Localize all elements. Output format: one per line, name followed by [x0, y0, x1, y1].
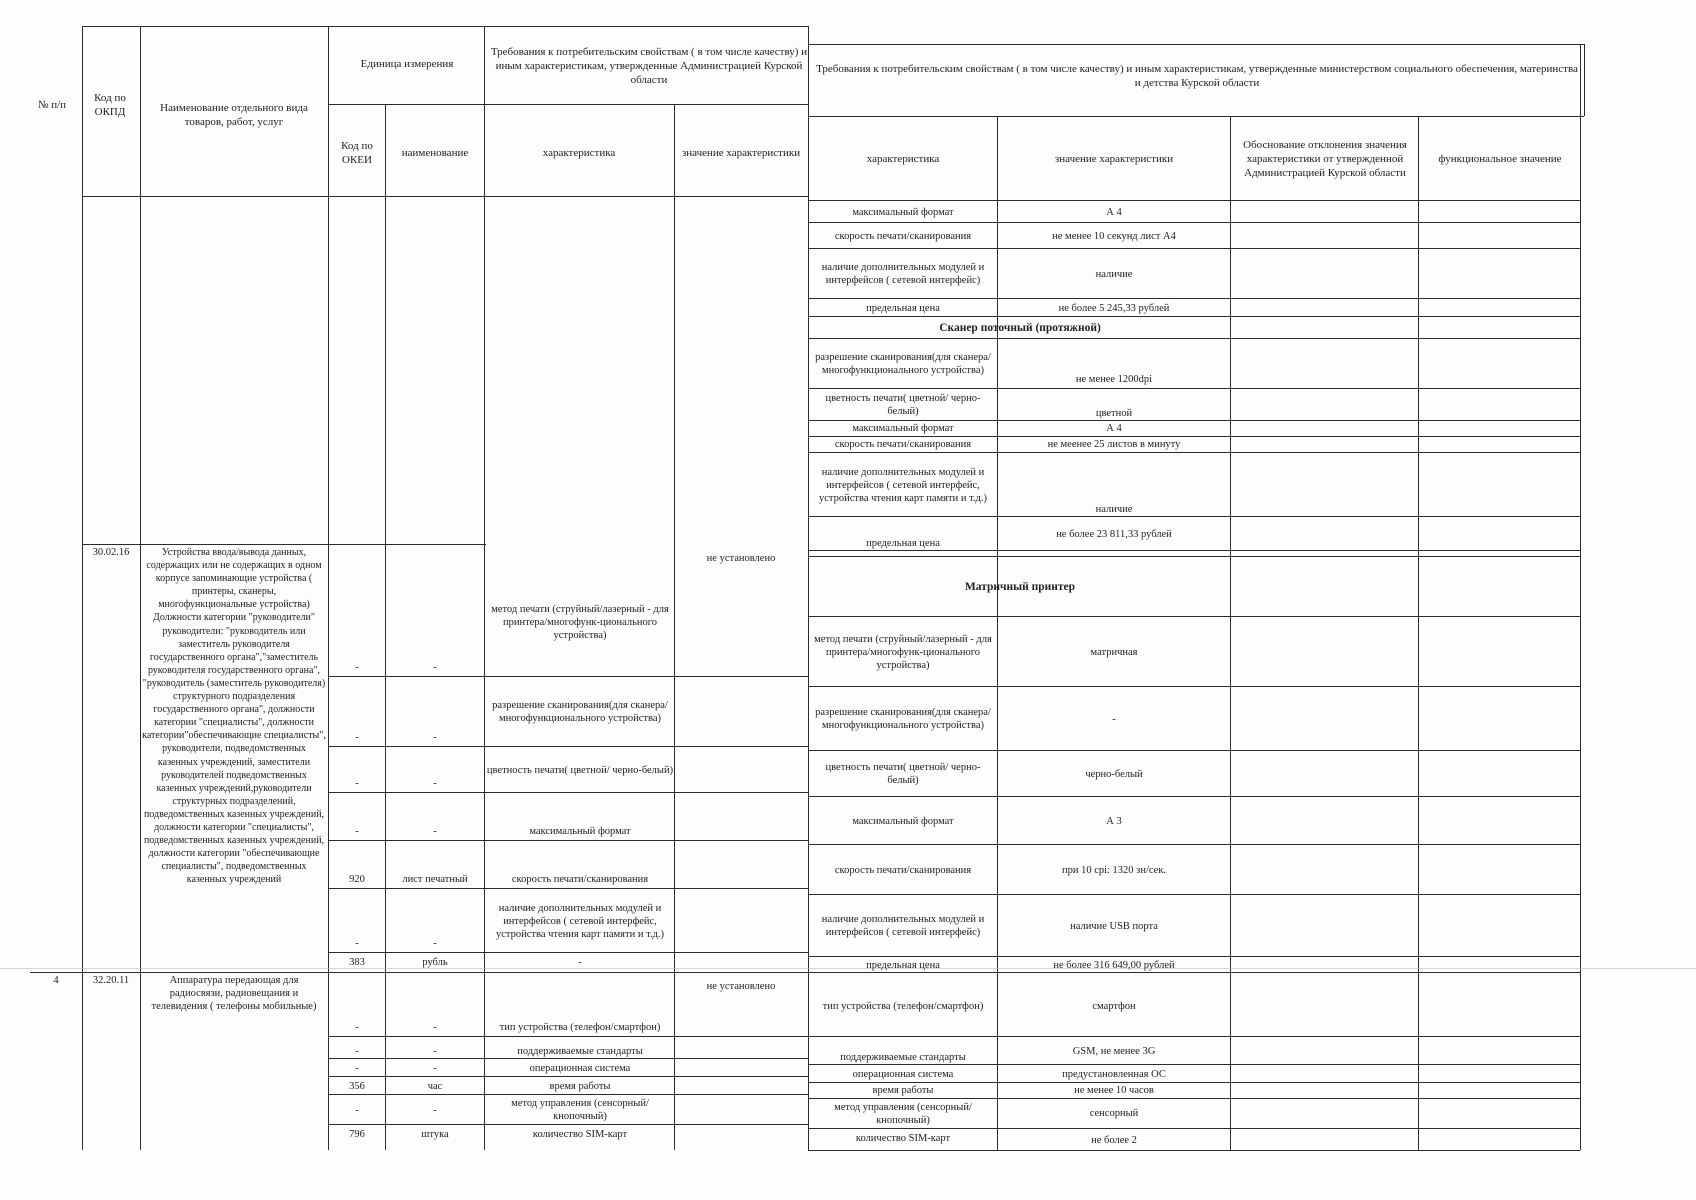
row4-min-char-4: метод управления (сенсорный/кнопочный)	[834, 1101, 972, 1126]
scanner-val-4: наличие	[1095, 504, 1133, 515]
printer-top-val-2: наличие	[1095, 268, 1133, 280]
scanner-char-1: цветность печати( цветной/ черно-белый)	[825, 393, 981, 417]
scanner-val-2: А 4	[1106, 423, 1122, 434]
row3-unit-0: -	[433, 662, 437, 673]
row3-min-char-6: предельная цена	[866, 959, 940, 971]
header-func: функциональное значение	[1438, 153, 1562, 165]
row3-admin-char-1: разрешение сканирования(для сканера/многофункционального устройства)	[492, 700, 668, 724]
row3-okei-2: -	[355, 778, 359, 789]
header-unit-name: наименование	[401, 147, 469, 159]
row4-unit-4: -	[433, 1104, 437, 1116]
row4-admin-char-3: время работы	[549, 1080, 611, 1092]
row4-min-val-4: сенсорный	[1089, 1108, 1139, 1119]
row3-name: Устройства ввода/вывода данных, содержащих или не содержащих в одном корпусе запоминающие устройства ( принтеры, сканеры, многофункциональные устройства) Должности категории "руководители" руководители: "руководитель или заместитель руководителя государственного органа","заместитель руководителя государственного органа", "руководитель (заместитель руководителя) структурного подразделения государственного органа", должности категории "специалисты", должности категории"обеспечивающие специалисты", руководители, подведомственных казенных учреждений, заместители руководителей подведомственных казенных учреждений,руководители структурных подразделений, подведомственных казенных учреждений, должности категории "специалисты", подведомственных казенных учреждений, должности категории "обеспечивающие специалисты", подведомственных казенных учреждений	[142, 547, 326, 886]
header-min-val: значение характеристики	[1054, 153, 1174, 165]
row3-unit-3: -	[433, 826, 437, 837]
row4-admin-char-1: поддерживаемые стандарты	[517, 1046, 643, 1057]
row4-unit-1: -	[433, 1046, 437, 1057]
row3-min-val-6: не более 316 649,00 рублей	[1053, 959, 1175, 971]
scanner-char-0: разрешение сканирования(для сканера/многофункционального устройства)	[815, 352, 991, 376]
printer-top-char-2: наличие дополнительных модулей и интерфейсов ( сетевой интерфейс)	[821, 262, 985, 286]
header-num: № п/п	[37, 99, 67, 111]
printer-top-char-0: максимальный формат	[852, 206, 954, 218]
row3-unit-6: рубль	[422, 956, 448, 968]
scanner-val-0: не менее 1200dpi	[1075, 374, 1153, 385]
header-justify: Обоснование отклонения значения характеристики от утвержденной Администрацией Курской области	[1243, 139, 1407, 179]
row3-min-char-0: метод печати (струйный/лазерный - для принтера/многофунк-ционального устройства)	[814, 633, 992, 671]
row4-unit-5: штука	[421, 1128, 449, 1140]
row3-unit-1: -	[433, 732, 437, 743]
scanner-val-5: не более 23 811,33 рублей	[1056, 528, 1172, 540]
row4-min-val-1: GSM, не менее 3G	[1072, 1045, 1156, 1057]
row4-admin-char-2: операционная система	[529, 1062, 631, 1074]
row3-min-val-3: А 3	[1106, 815, 1122, 827]
row4-okei-0: -	[355, 1022, 359, 1033]
row4-okei-4: -	[355, 1104, 359, 1116]
row4-okpd: 32.20.11	[92, 975, 130, 986]
scanner-val-3: не меенее 25 листов в минуту	[1047, 439, 1181, 450]
header-name: Наименование отдельного вида товаров, работ, услуг	[160, 102, 308, 128]
row3-unit-5: -	[433, 938, 437, 949]
printer-top-char-3: предельная цена	[866, 302, 940, 314]
row3-okei-0: -	[355, 662, 359, 673]
row3-admin-char-5: наличие дополнительных модулей и интерфейсов ( сетевой интерфейс, устройства чтения карт памяти и т.д.)	[496, 902, 664, 940]
printer-top-val-3: не более 5 245,33 рублей	[1058, 302, 1170, 314]
row3-okei-3: -	[355, 826, 359, 837]
row3-min-char-5: наличие дополнительных модулей и интерфейсов ( сетевой интерфейс)	[821, 914, 985, 938]
row4-admin-char-4: метод управления (сенсорный/кнопочный)	[511, 1098, 649, 1122]
row3-min-val-5: наличие USB порта	[1070, 920, 1158, 932]
printer-top-val-1: не менее 10 секунд лист А4	[1052, 230, 1176, 242]
row3-min-char-3: максимальный формат	[852, 815, 954, 827]
row4-name: Аппаратура передающая для радиосвязи, радиовещания и телевидения ( телефоны мобильные)	[151, 975, 317, 1012]
header-unit-group: Единица измерения	[360, 58, 454, 70]
row4-min-char-2: операционная система	[852, 1068, 954, 1080]
row3-unit-4: лист печатный	[402, 874, 468, 885]
printer-top-val-0: А 4	[1106, 206, 1122, 218]
row4-admin-char-5: количество SIM-карт	[532, 1128, 628, 1140]
row3-admin-char-3: максимальный формат	[529, 826, 631, 837]
row4-unit-3: час	[427, 1080, 443, 1092]
row3-admin-char-0: метод печати (струйный/лазерный - для принтера/многофунк-ционального устройства)	[491, 603, 669, 641]
row3-admin-char-2: цветность печати( цветной/ черно-белый)	[486, 764, 674, 776]
row3-min-val-1: -	[1112, 713, 1116, 725]
row4-num: 4	[53, 975, 59, 986]
row3-min-val-2: черно-белый	[1085, 768, 1143, 780]
scanner-char-3: скорость печати/сканирования	[834, 439, 972, 450]
row3-matrix-title: Матричный принтер	[964, 580, 1076, 593]
row3-admin-char-6: -	[578, 956, 582, 968]
row3-min-val-0: матричная	[1090, 646, 1138, 658]
header-admin-char: характеристика	[542, 147, 616, 159]
header-admin-val: значение характеристики	[681, 147, 801, 159]
row3-okei-5: -	[355, 938, 359, 949]
row3-min-char-4: скорость печати/сканирования	[834, 864, 972, 876]
row4-unit-0: -	[433, 1022, 437, 1033]
printer-top-char-1: скорость печати/сканирования	[834, 230, 972, 242]
row4-admin-value: не установлено	[706, 981, 776, 992]
row3-okei-4: 920	[349, 874, 365, 885]
row3-admin-value: не установлено	[706, 553, 776, 564]
scanner-char-2: максимальный формат	[852, 423, 954, 434]
row4-unit-2: -	[433, 1062, 437, 1074]
scanner-char-5: предельная цена	[866, 538, 940, 549]
row4-okei-2: -	[355, 1062, 359, 1074]
row4-min-val-2: предустановленная ОС	[1062, 1068, 1166, 1080]
row3-unit-2: -	[433, 778, 437, 789]
row4-min-char-1: поддерживаемые стандарты	[840, 1052, 966, 1063]
row4-min-val-0: смартфон	[1092, 1000, 1136, 1012]
row4-okei-3: 356	[349, 1080, 365, 1092]
row4-min-char-5: количество SIM-карт	[855, 1132, 951, 1144]
row4-min-char-3: время работы	[872, 1085, 934, 1096]
row3-okpd: 30.02.16	[92, 547, 130, 558]
row4-admin-char-0: тип устройства (телефон/смартфон)	[499, 1022, 661, 1033]
row3-admin-char-4: скорость печати/сканирования	[511, 874, 649, 885]
row4-min-char-0: тип устройства (телефон/смартфон)	[822, 1000, 984, 1012]
header-okei: Код по ОКЕИ	[341, 140, 373, 166]
row3-okei-1: -	[355, 732, 359, 743]
scanner-title: Сканер поточный (протяжной)	[939, 321, 1101, 334]
row3-min-char-2: цветность печати( цветной/ черно-белый)	[825, 762, 981, 786]
scanner-val-1: цветной	[1095, 408, 1133, 419]
header-min-char: характеристика	[866, 153, 940, 165]
scanner-char-4: наличие дополнительных модулей и интерфейсов ( сетевой интерфейс, устройства чтения карт памяти и т.д.)	[819, 466, 987, 504]
row4-min-val-3: не менее 10 часов	[1074, 1085, 1154, 1096]
row4-okei-1: -	[355, 1046, 359, 1057]
row3-okei-6: 383	[349, 956, 365, 968]
row3-min-val-4: при 10 cpi: 1320 зн/сек.	[1061, 864, 1167, 876]
row4-okei-5: 796	[349, 1128, 365, 1140]
header-admin-group: Требования к потребительским свойствам ( в том числе качеству) и иным характеристикам, утвержденные Администрацией Курской области	[490, 46, 808, 86]
row3-min-char-1: разрешение сканирования(для сканера/многофункционального устройства)	[815, 707, 991, 731]
row4-min-val-5: не более 2	[1091, 1134, 1137, 1146]
header-min-group: Требования к потребительским свойствам ( в том числе качеству) и иным характеристикам, утвержденные министерством социального обеспечения, материнства и детства Курской области	[816, 63, 1578, 89]
header-okpd: Код по ОКПД	[94, 92, 126, 118]
